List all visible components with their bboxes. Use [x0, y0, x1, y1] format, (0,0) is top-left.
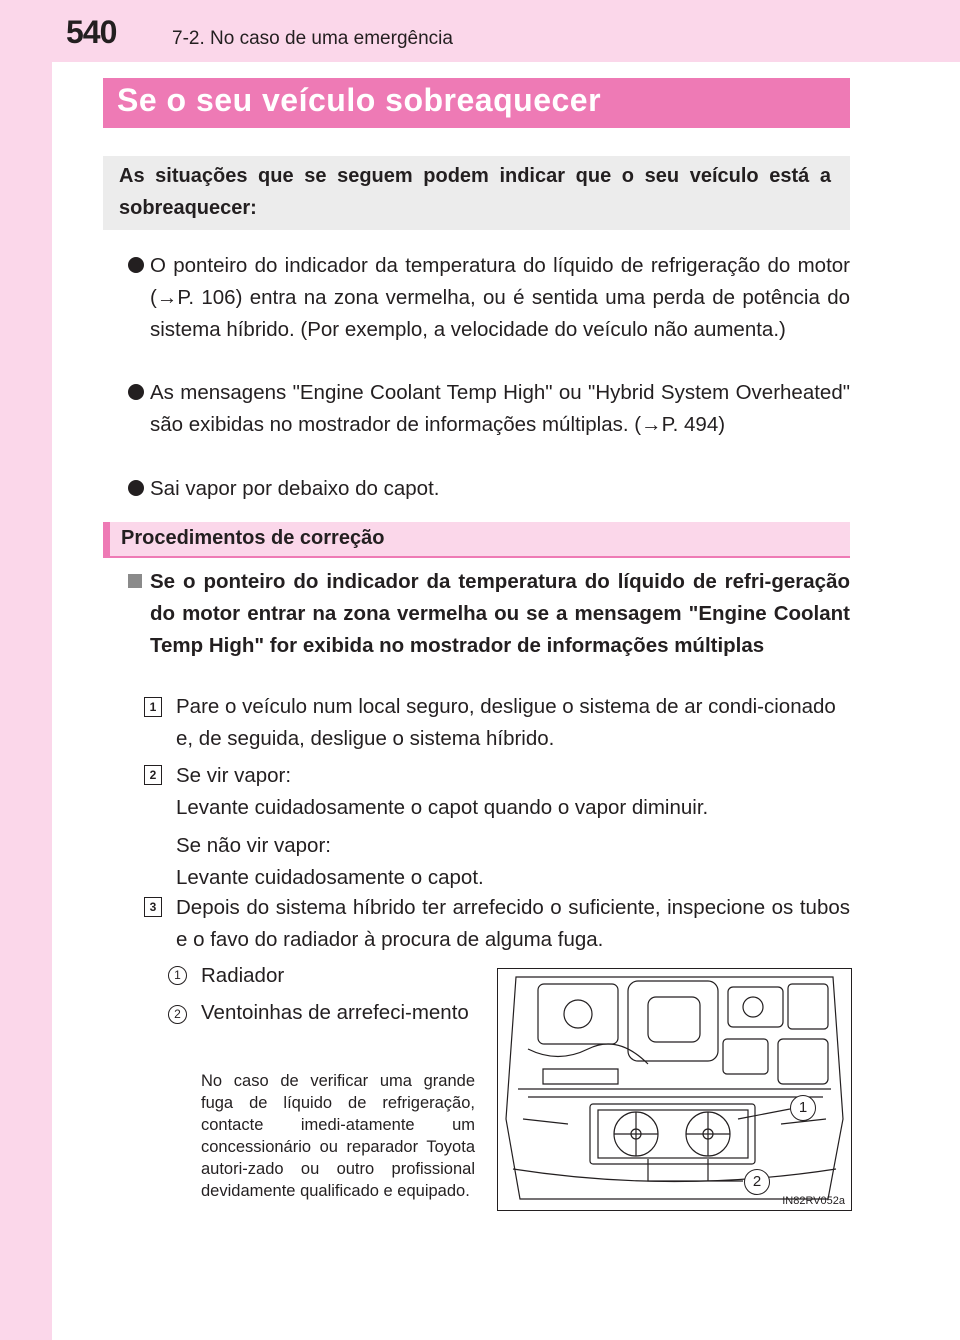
subheading-text: Se o ponteiro do indicador da temperatura do líquido de refri-geração do motor entrar na zona vermelha ou se a mensagem "Engine Coolant Temp High" for exibida no mostrador de informações múltiplas — [150, 570, 850, 657]
bullet-item — [128, 473, 850, 505]
bullet-item — [128, 250, 850, 346]
bullet-text: O ponteiro do indicador da temperatura do líquido de refrigeração do motor (→P. 106) entra na zona vermelha, ou é sentida uma perda de potência do sistema híbrido. (Por exemplo, a velocidade do veículo não aumenta.) — [150, 254, 850, 341]
bullet-dot-icon — [128, 257, 144, 273]
step-text: Pare o veículo num local seguro, desligue o sistema de ar condi-cionado e, de seguida, desligue o sistema híbrido. — [176, 695, 836, 750]
step-text: Se vir vapor: — [176, 764, 292, 787]
page-title: Se o seu veículo sobreaquecer — [117, 82, 602, 118]
heading-accent — [103, 522, 110, 556]
bullet-dot-icon — [128, 480, 144, 496]
subheading — [128, 566, 850, 662]
intro-box — [103, 156, 850, 230]
bullet-text: Sai vapor por debaixo do capot. — [150, 477, 440, 500]
legend-text-fans: Ventoinhas de arrefeci-mento — [201, 1001, 469, 1024]
step-text: Levante cuidadosamente o capot quando o vapor diminuir. — [176, 796, 709, 819]
chapter-title: 7-2. No caso de uma emergência — [172, 28, 453, 49]
callout-2: 2 — [744, 1169, 770, 1195]
section-title-bar — [103, 78, 850, 128]
step-number-box: 2 — [144, 765, 162, 785]
step-text: Levante cuidadosamente o capot. — [176, 866, 484, 889]
section-heading-bar — [103, 522, 850, 558]
step-2 — [176, 760, 850, 894]
side-color-strip — [0, 0, 52, 1340]
section-heading: Procedimentos de correção — [121, 527, 385, 549]
bullet-text: As mensagens "Engine Coolant Temp High" ou "Hybrid System Overheated" são exibidas no mostrador de informações múltiplas. (→P. 494) — [150, 381, 850, 436]
square-bullet-icon — [128, 574, 142, 588]
callout-1: 1 — [790, 1095, 816, 1121]
step-1 — [176, 691, 850, 755]
step-3 — [176, 892, 850, 956]
step-text: Depois do sistema híbrido ter arrefecido o suficiente, inspecione os tubos e o favo do radiador à procura de alguma fuga. — [176, 896, 850, 951]
engine-bay-drawing — [498, 969, 851, 1210]
engine-bay-illustration — [497, 968, 852, 1211]
intro-text: As situações que se seguem podem indicar que o seu veículo está a sobreaquecer: — [119, 165, 831, 219]
figure-code: IN82RV052a — [782, 1195, 845, 1207]
bullet-dot-icon — [128, 384, 144, 400]
note-text: No caso de verificar uma grande fuga de líquido de refrigeração, contacte imedi-atamente um concessionário ou reparador Toyota autori-zado ou outro profissional devidamente qualificado e equipado. — [201, 1072, 475, 1200]
step-number-box: 3 — [144, 897, 162, 917]
page-number: 540 — [66, 14, 117, 50]
legend-text-radiator: Radiador — [201, 964, 285, 987]
legend-number-2: 2 — [168, 1005, 187, 1024]
bullet-item — [128, 377, 850, 441]
step-number-box: 1 — [144, 697, 162, 717]
legend-number-1: 1 — [168, 966, 187, 985]
step-text: Se não vir vapor: — [176, 834, 331, 857]
